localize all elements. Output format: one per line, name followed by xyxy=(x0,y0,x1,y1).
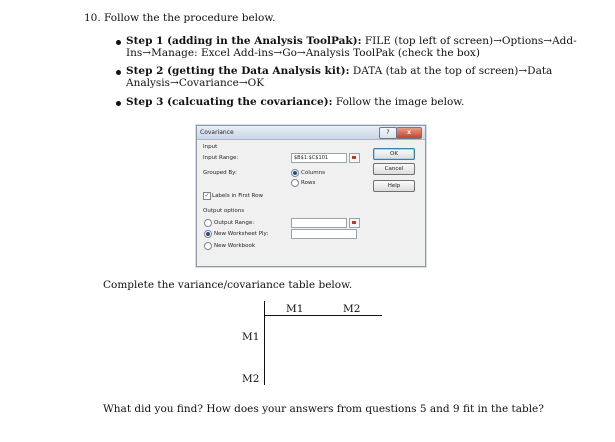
range-picker-icon[interactable] xyxy=(349,218,360,228)
question-header xyxy=(84,12,275,24)
cancel-button[interactable]: Cancel xyxy=(373,163,415,175)
bullet-icon xyxy=(116,101,121,106)
grouped-by-label: Grouped By: xyxy=(203,170,237,176)
dialog-title: Covariance xyxy=(200,129,234,136)
question-text: Follow the the procedure below. xyxy=(104,12,276,24)
question-number: 10. xyxy=(84,12,101,24)
input-range-field[interactable] xyxy=(291,153,347,163)
new-worksheet-field[interactable] xyxy=(291,229,357,239)
rows-label: Rows xyxy=(301,180,316,186)
help-icon[interactable]: ? xyxy=(379,127,397,139)
covariance-dialog xyxy=(196,125,426,267)
output-range-label: Output Range: xyxy=(214,220,255,226)
table-vertical-rule xyxy=(264,301,265,385)
step-1-text-line1: FILE (top left of screen)→Options→Add- xyxy=(364,35,577,47)
columns-radio[interactable] xyxy=(291,169,299,177)
step-2-text-line1: DATA (tab at the top of screen)→Data xyxy=(352,65,553,77)
input-section-label: Input xyxy=(203,144,218,150)
table-intro: Complete the variance/covariance table below. xyxy=(103,279,353,291)
step-3 xyxy=(126,96,464,108)
columns-label: Columns xyxy=(301,170,325,176)
output-range-radio[interactable] xyxy=(204,219,212,227)
close-icon[interactable]: x xyxy=(396,127,422,139)
help-button[interactable]: Help xyxy=(373,180,415,192)
new-worksheet-radio[interactable] xyxy=(204,230,212,238)
input-range-value: $B$1:$C$101 xyxy=(294,155,329,161)
step-1 xyxy=(126,35,577,47)
labels-first-row-label: Labels in First Row xyxy=(212,193,263,199)
ok-button[interactable]: OK xyxy=(373,148,415,160)
output-range-field[interactable] xyxy=(291,218,347,228)
output-options-label: Output options xyxy=(203,208,245,214)
step-2 xyxy=(126,65,552,77)
new-worksheet-label: New Worksheet Ply: xyxy=(214,231,269,237)
step-3-text: Follow the image below. xyxy=(335,96,465,108)
new-workbook-label: New Workbook xyxy=(214,243,256,249)
range-picker-icon[interactable] xyxy=(349,153,360,163)
closing-question: What did you find? How does your answers from questions 5 and 9 fit in the table? xyxy=(103,403,544,415)
bullet-icon xyxy=(116,40,121,45)
column-header-m2: M2 xyxy=(343,303,361,315)
step-3-title: Step 3 (calcuating the covariance): xyxy=(126,96,333,108)
input-range-label: Input Range: xyxy=(203,155,239,161)
table-horizontal-rule xyxy=(264,315,382,316)
new-workbook-radio[interactable] xyxy=(204,242,212,250)
dialog-titlebar xyxy=(197,126,425,140)
step-2-title: Step 2 (getting the Data Analysis kit): xyxy=(126,65,350,77)
step-2-text-line2: Analysis→Covariance→OK xyxy=(126,77,265,89)
row-header-m2: M2 xyxy=(242,373,260,385)
row-header-m1: M1 xyxy=(242,331,260,343)
labels-checkbox[interactable]: ✓ xyxy=(204,192,210,199)
column-header-m1: M1 xyxy=(286,303,304,315)
rows-radio[interactable] xyxy=(291,179,299,187)
step-1-title: Step 1 (adding in the Analysis ToolPak): xyxy=(126,35,362,47)
step-1-text-line2: Ins→Manage: Excel Add-ins→Go→Analysis ToolPak (check the box) xyxy=(126,47,480,59)
bullet-icon xyxy=(116,70,121,75)
